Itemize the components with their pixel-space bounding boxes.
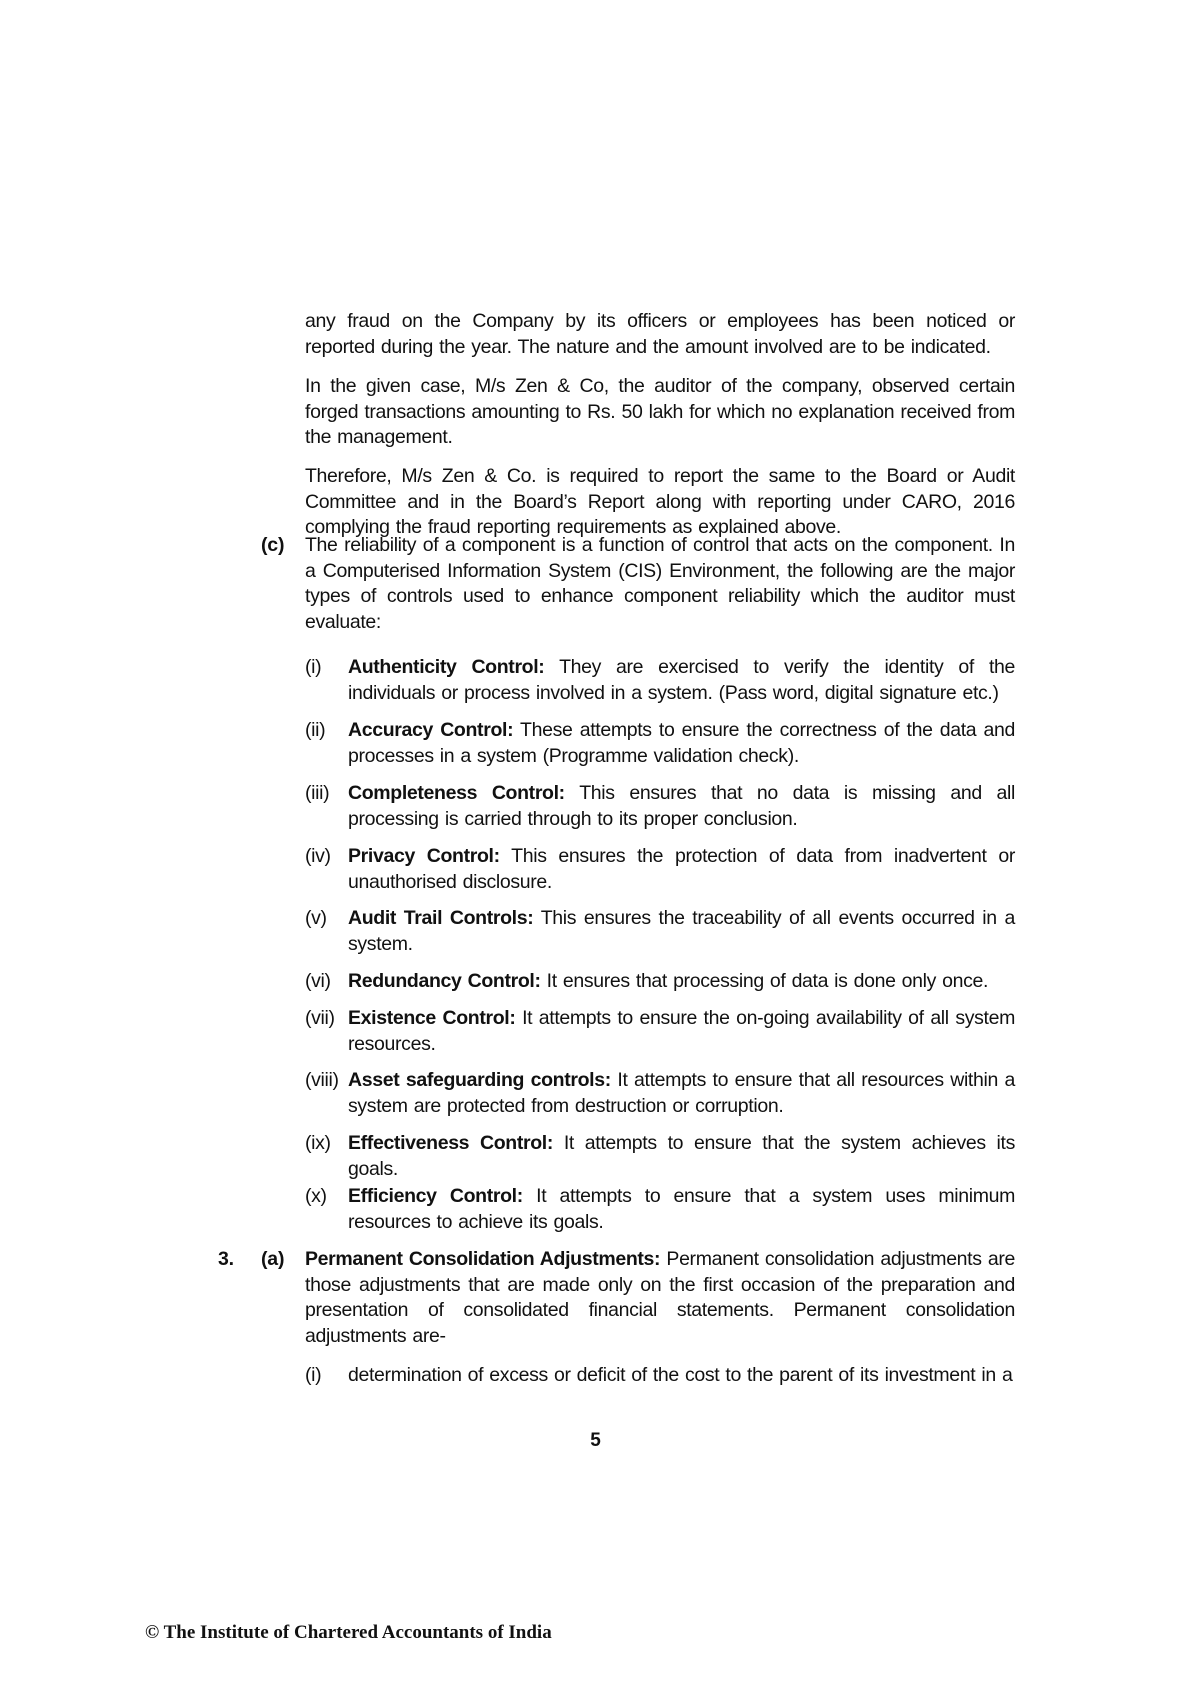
- list-item-body: [348, 844, 1015, 895]
- list-item-number: (ii): [305, 719, 326, 741]
- list-item-body: [348, 1184, 1015, 1235]
- paragraph-therefore: Therefore, M/s Zen & Co. is required to report the same to the Board or Audit Committee and in the Board’s Report along with reporting under CARO, 2016 complying the fraud reporting requirements as explained above.: [305, 465, 1015, 538]
- list-item-number: (iv): [305, 845, 331, 867]
- list-item-text: This ensures the protection of data from inadvertent or unauthorised disclosure.: [348, 845, 1015, 893]
- copyright-footer: © The Institute of Chartered Accountants of India: [145, 1622, 552, 1643]
- list-item-text: This ensures that no data is missing and all processing is carried through to its proper conclusion.: [348, 782, 1015, 830]
- section-c-label: (c): [261, 534, 285, 556]
- paragraph-given-case: In the given case, M/s Zen & Co, the auditor of the company, observed certain forged transactions amounting to Rs. 50 lakh for which no explanation received from the management.: [305, 375, 1015, 448]
- list-item-number: (vii): [305, 1007, 335, 1029]
- question-3a-paragraph: [305, 1247, 1015, 1349]
- list-item-number: (viii): [305, 1069, 339, 1091]
- list-item-body: [348, 1068, 1015, 1119]
- list-item-title: Accuracy Control:: [348, 719, 514, 741]
- list-item-body: [348, 1006, 1015, 1057]
- page-number: 5: [590, 1430, 601, 1451]
- list-item-title: Effectiveness Control:: [348, 1132, 554, 1154]
- list-item-text: It attempts to ensure the on-going availability of all system resources.: [348, 1007, 1016, 1055]
- list-item-text: It attempts to ensure that a system uses minimum resources to achieve its goals.: [348, 1185, 1016, 1233]
- list-item-body: [348, 655, 1015, 706]
- section-c-intro: The reliability of a component is a function of control that acts on the component. In a Computerised Information System (CIS) Environment, the following are the major types of controls used to enhance component reliability which the auditor must evaluate:: [305, 534, 1015, 633]
- list-item-body: [348, 969, 1015, 995]
- question-3-part-label: (a): [261, 1248, 285, 1270]
- list-item-number: (i): [305, 656, 322, 678]
- list-item-text: It ensures that processing of data is done only once.: [540, 970, 989, 992]
- list-item-title: Authenticity Control:: [348, 656, 545, 678]
- list-item-body: [348, 781, 1015, 832]
- list-item-title: Audit Trail Controls:: [348, 907, 534, 929]
- list-item-title: Existence Control:: [348, 1007, 516, 1029]
- list-item-number: (iii): [305, 782, 330, 804]
- paragraph-fraud-reporting: any fraud on the Company by its officers or employees has been noticed or reported during the year. The nature and the amount involved are to be indicated.: [305, 310, 1015, 358]
- list-item-text: They are exercised to verify the identity of the individuals or process involved in a system. (Pass word, digital signature etc.): [348, 656, 1016, 704]
- list-item-title: Redundancy Control:: [348, 970, 541, 992]
- list-item-title: Efficiency Control:: [348, 1185, 523, 1207]
- list-item-text: These attempts to ensure the correctness of the data and processes in a system (Programme validation check).: [348, 719, 1015, 767]
- list-item-title: Privacy Control:: [348, 845, 500, 867]
- list-item-body: determination of excess or deficit of the cost to the parent of its investment in a: [348, 1364, 1013, 1386]
- question-3-number: 3.: [218, 1248, 234, 1270]
- list-item-text: It attempts to ensure that the system achieves its goals.: [348, 1132, 1016, 1180]
- list-item-body: [348, 1131, 1015, 1182]
- list-item-text: This ensures the traceability of all events occurred in a system.: [348, 907, 1015, 955]
- list-item-number: (x): [305, 1185, 327, 1207]
- question-3a-text: Permanent consolidation adjustments are those adjustments that are made only on the first occasion of the preparation and presentation of consolidated financial statements. Permanent consolidation adjustments are-: [305, 1248, 1015, 1347]
- list-item-number: (i): [305, 1364, 322, 1386]
- list-item-number: (vi): [305, 970, 331, 992]
- list-item-number: (v): [305, 907, 327, 929]
- list-item-text: It attempts to ensure that all resources within a system are protected from destruction or corruption.: [348, 1069, 1015, 1117]
- list-item-body: [348, 906, 1015, 957]
- list-item-number: (ix): [305, 1132, 331, 1154]
- question-3a-title: Permanent Consolidation Adjustments:: [305, 1248, 661, 1270]
- list-item-title: Completeness Control:: [348, 782, 565, 804]
- list-item-body: [348, 718, 1015, 769]
- list-item-title: Asset safeguarding controls:: [348, 1069, 611, 1091]
